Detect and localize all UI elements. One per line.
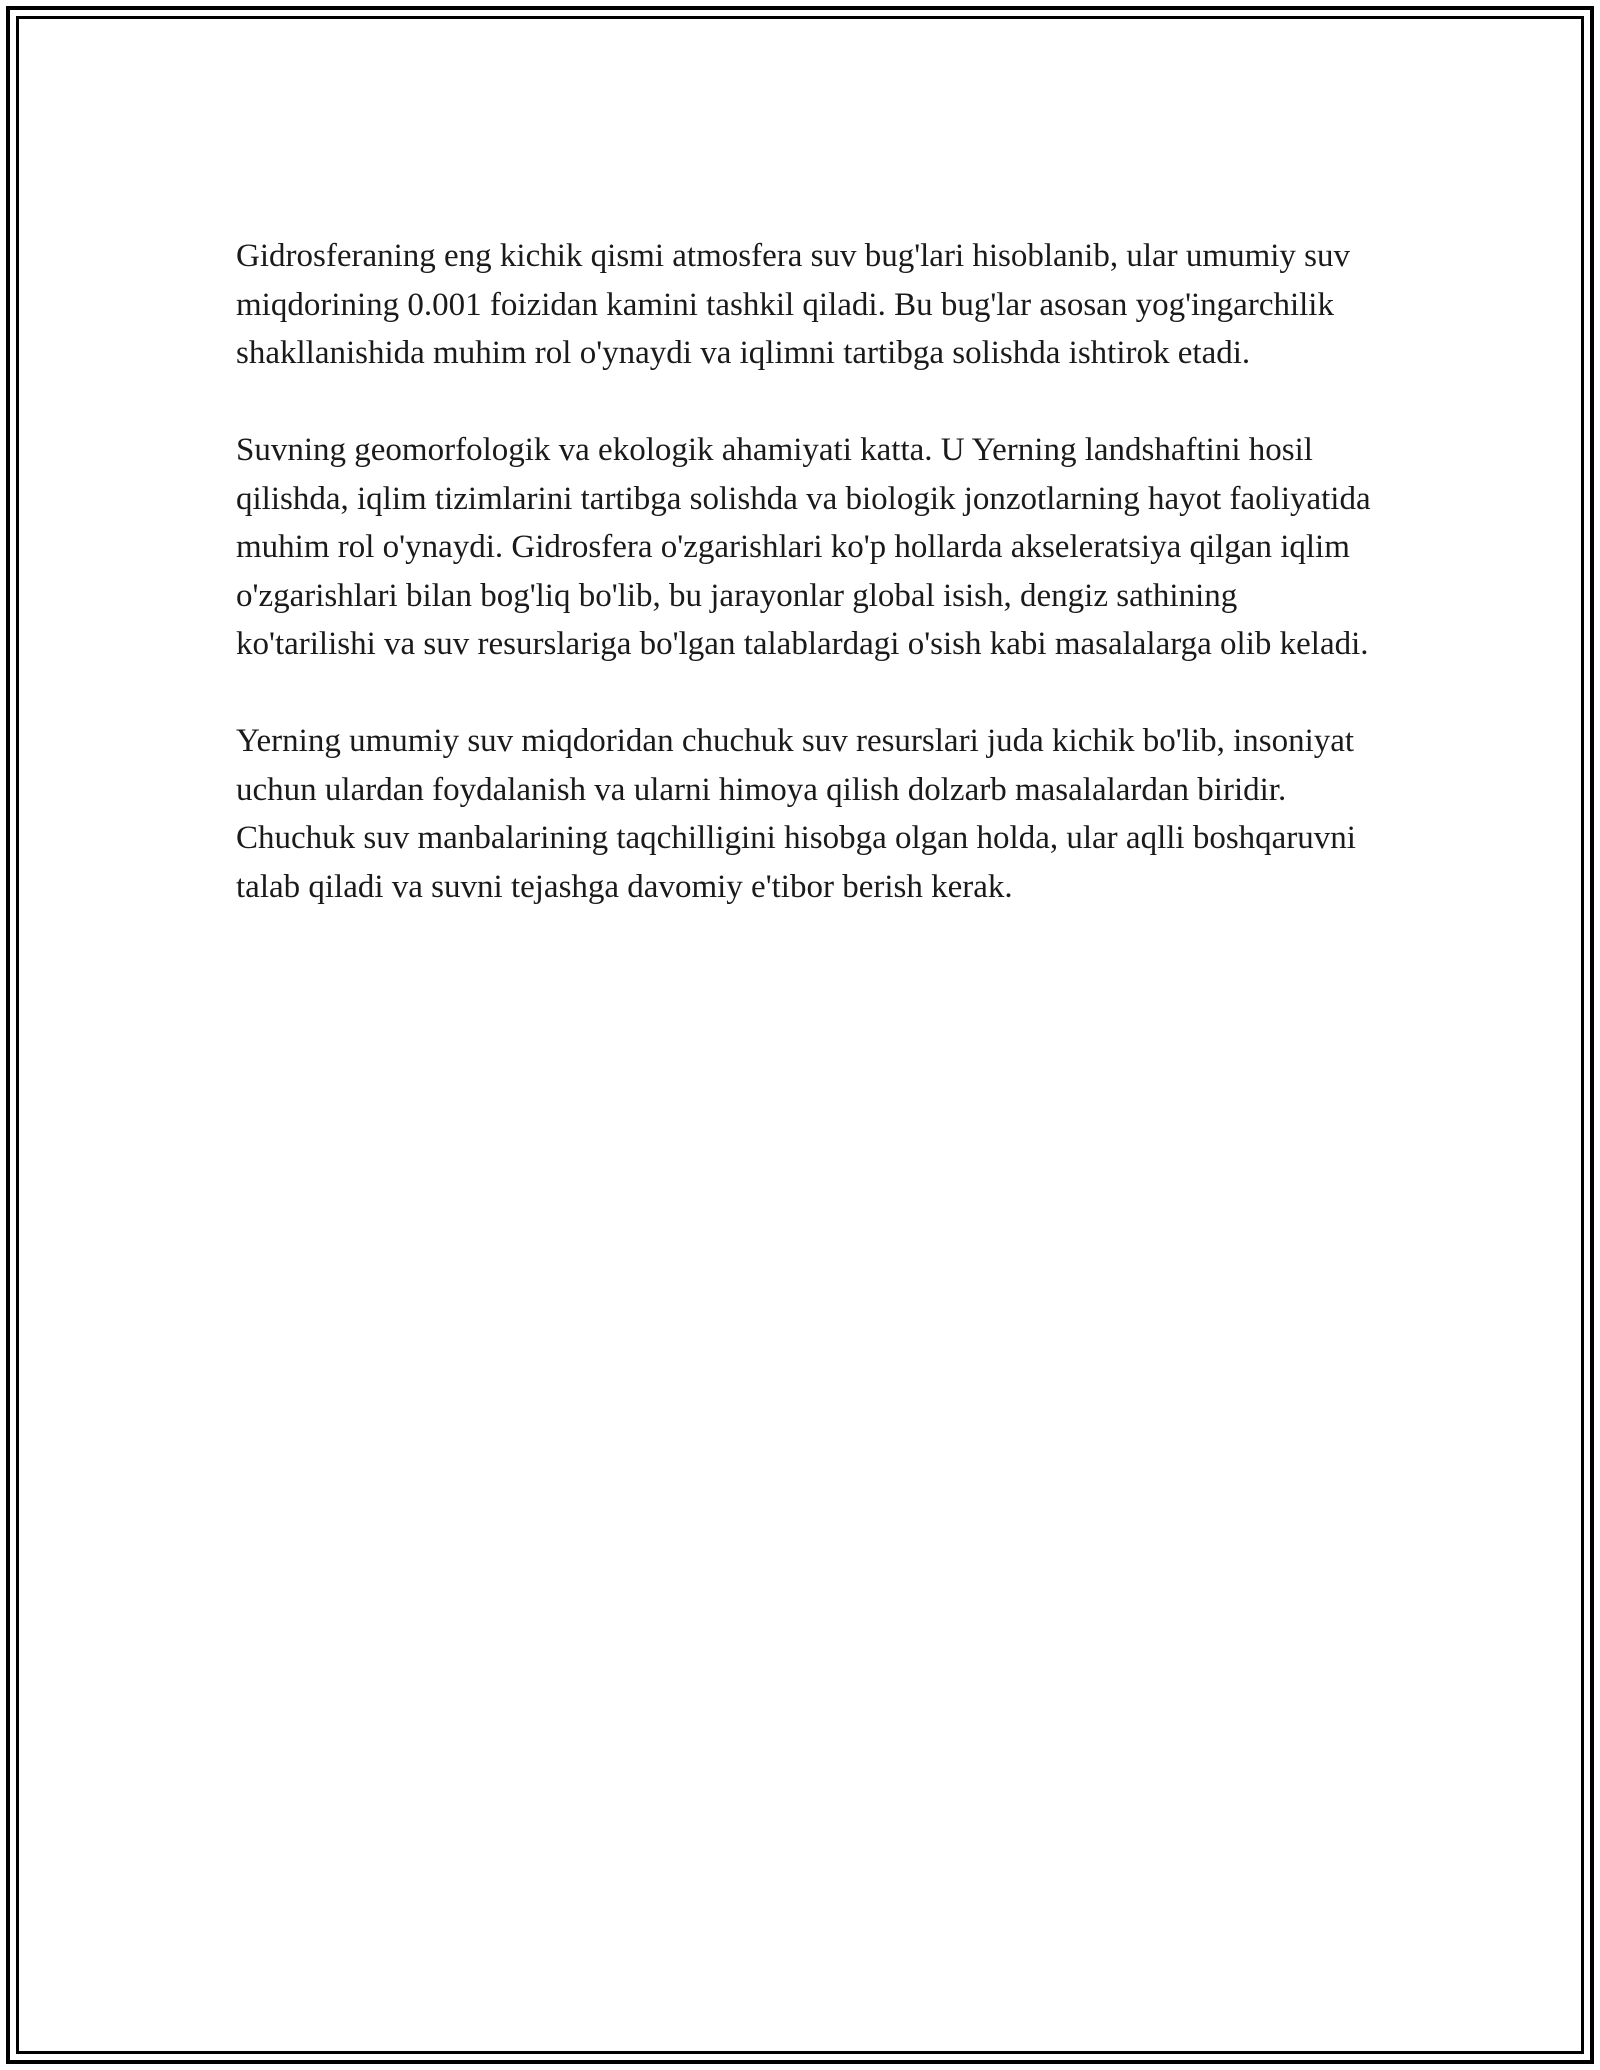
paragraph-2: Suvning geomorfologik va ekologik ahamiyati katta. U Yerning landshaftini hosil qilishda, iqlim tizimlarini tartibga solishda va biologik jonzotlarning hayot faoliyatida muhim rol o'ynaydi. Gidrosfera o'zgarishlari ko'p hollarda akseleratsiya qilgan iqlim o'zgarishlari bilan bog'liq bo'lib, bu jarayonlar global isish, dengiz sathining ko'tarilishi va suv resurslariga bo'lgan talablardagi o'sish kabi masalalarga olib keladi.: [236, 432, 1371, 662]
document-body: [236, 232, 1376, 960]
paragraph-1: Gidrosferaning eng kichik qismi atmosfera suv bug'lari hisoblanib, ular umumiy suv miqdorining 0.001 foizidan kamini tashkil qiladi. Bu bug'lar asosan yog'ingarchilik shakllanishida muhim rol o'ynaydi va iqlimni tartibga solishda ishtirok etadi.: [236, 238, 1351, 371]
paragraph-3: Yerning umumiy suv miqdoridan chuchuk suv resurslari juda kichik bo'lib, insoniyat uchun ulardan foydalanish va ularni himoya qilish dolzarb masalalardan biridir. Chuchuk suv manbalarining taqchilligini hisobga olgan holda, ular aqlli boshqaruvni talab qiladi va suvni tejashga davomiy e'tibor berish kerak.: [236, 723, 1356, 905]
